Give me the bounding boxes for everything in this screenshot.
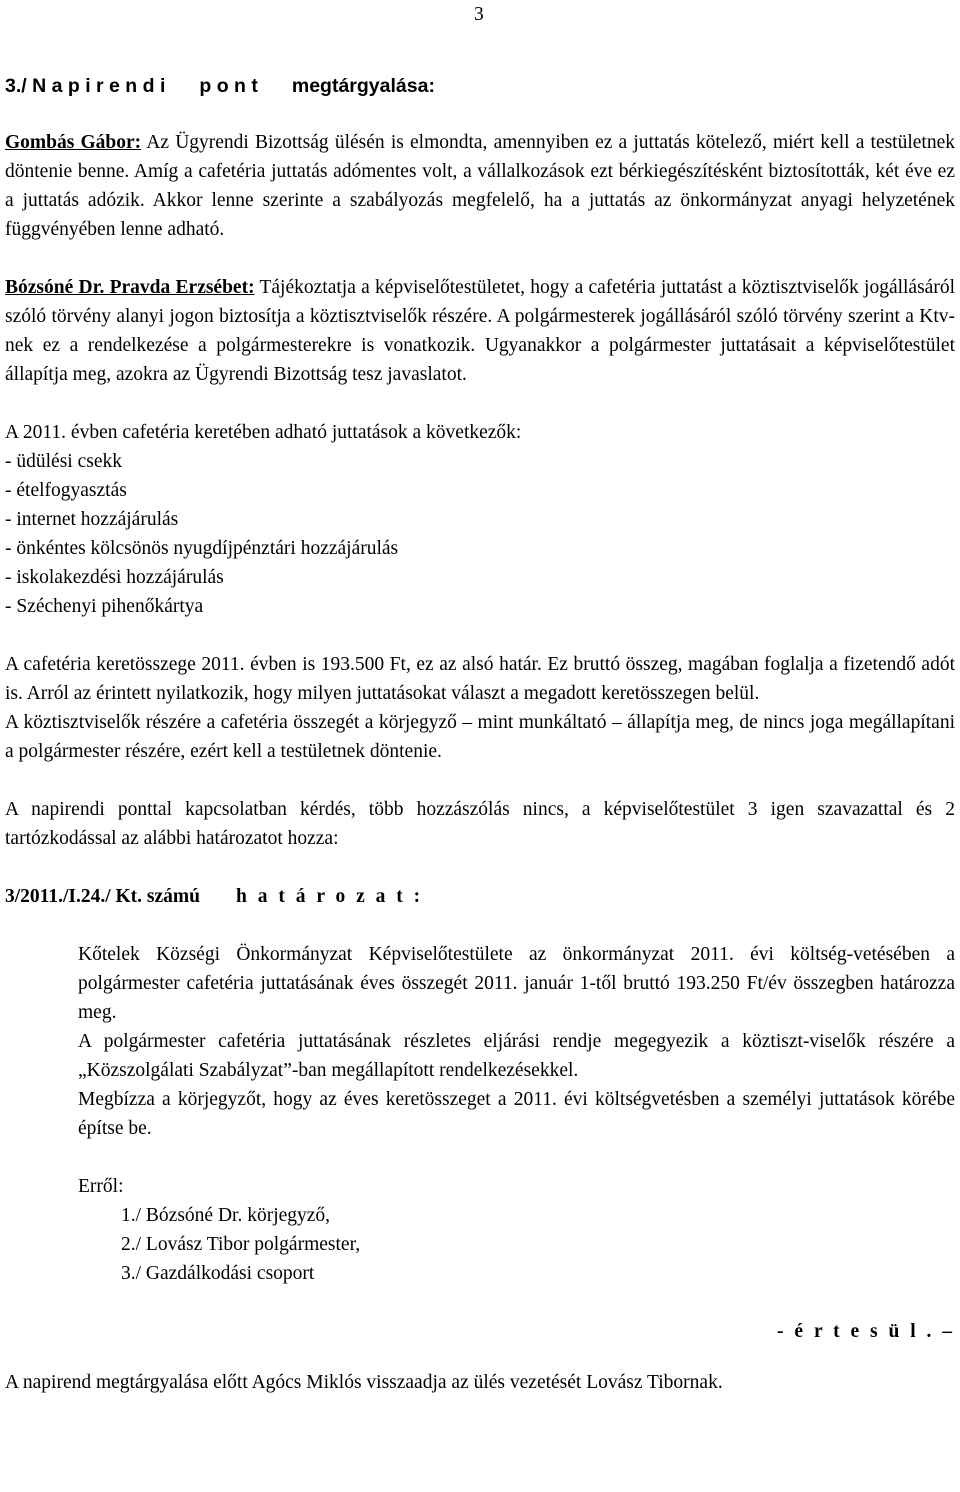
list-item: - ételfogyasztás xyxy=(5,480,127,501)
agenda-prefix: 3./ xyxy=(5,75,27,97)
resolution-text-3: Megbízza a körjegyzőt, hogy az éves keretösszeget a 2011. évi költségvetésben a személyi juttatások körébe építse be. xyxy=(78,1089,955,1139)
list-item: 1./ Bózsóné Dr. körjegyző, xyxy=(121,1205,331,1226)
benefit-list-intro: A 2011. évben cafetéria keretében adható juttatások a következők: xyxy=(5,422,522,443)
document-body xyxy=(5,72,955,1397)
speaker-gombas: Gombás Gábor: xyxy=(5,132,142,153)
agenda-word-pont: p o n t xyxy=(199,75,258,97)
paragraph-keretosszeg: A cafetéria keretösszege 2011. évben is 193.500 Ft, ez az alsó határ. Ez bruttó összeg, magában foglalja a fizetendő adót is. Arról az érintett nyilatkozik, hogy milyen juttatásokat választ a megadott keretösszegen belül. xyxy=(5,654,955,704)
agenda-heading xyxy=(5,72,955,101)
final-line: A napirend megtárgyalása előtt Agócs Miklós visszaadja az ülés vezetését Lovász Tibornak. xyxy=(5,1372,723,1393)
list-item: 3./ Gazdálkodási csoport xyxy=(121,1263,315,1284)
list-item: - iskolakezdési hozzájárulás xyxy=(5,567,224,588)
page-number: 3 xyxy=(474,4,484,25)
resolution-body xyxy=(5,940,955,1201)
paragraph-bozsone-text: Tájékoztatja a képviselőtestületet, hogy a cafetéria juttatást a köztisztviselők jogállásáról szóló törvény alanyi jogon biztosítja a köztisztviselők részére. A polgármesterek jogállásáról szóló törvény szerint a Ktv-nek ez a rendelkezése a polgármesterekre is vonatkozik. Ugyanakkor a polgármester juttatásait a képviselőtestület állapítja meg, azokra az Ügyrendi Bizottság tesz javaslatot. xyxy=(5,277,955,385)
list-item: 2./ Lovász Tibor polgármester, xyxy=(121,1234,361,1255)
ertesul-line: - é r t e s ü l . – xyxy=(777,1321,955,1342)
paragraph-gombas-text: Az Ügyrendi Bizottság ülésén is elmondta, amennyiben ez a juttatás kötelező, miért kell a testületnek döntenie benne. Amíg a cafetéria juttatás adómentes volt, a vállalkozások ezt bérkiegészítésként biztosították, két éve ez a juttatás adózik. Akkor lenne szerinte a szabályozás megfelelő, ha a juttatás az önkormányzat anyagi helyzetének függvényében lenne adható. xyxy=(5,132,955,240)
resolution-title xyxy=(5,882,955,911)
paragraph-koztisztviselok: A köztisztviselők részére a cafetéria összegét a körjegyző – mint munkáltató – állapítja meg, de nincs joga megállapítani a polgármester részére, ezért kell a testületnek döntenie. xyxy=(5,712,955,762)
benefit-list xyxy=(5,418,955,621)
list-item: - internet hozzájárulás xyxy=(5,509,179,530)
speaker-bozsone: Bózsóné Dr. Pravda Erzsébet: xyxy=(5,277,255,298)
agenda-word-napirendi: N a p i r e n d i xyxy=(32,75,166,97)
resolution-number: 3/2011./I.24./ Kt. számú xyxy=(5,886,201,907)
paragraph-gombas xyxy=(5,128,955,244)
resolution-text-1: Kőtelek Községi Önkormányzat Képviselőtestülete az önkormányzat 2011. évi költség-vetésében a polgármester cafetéria juttatásának éves összegét 2011. január 1-től bruttó 193.250 Ft/év összegben határozza meg. xyxy=(78,944,955,1023)
list-item: - Széchenyi pihenőkártya xyxy=(5,596,204,617)
list-item: - önkéntes kölcsönös nyugdíjpénztári hozzájárulás xyxy=(5,538,399,559)
list-item: - üdülési csekk xyxy=(5,451,122,472)
resolution-text-2: A polgármester cafetéria juttatásának részletes eljárási rendje megegyezik a köztiszt-viselők részére a „Közszolgálati Szabályzat”-ban megállapított rendelkezésekkel. xyxy=(78,1031,955,1081)
notify-list xyxy=(5,1201,955,1288)
resolution-label: h a t á r o z a t : xyxy=(236,886,424,907)
paragraph-szavazas: A napirendi ponttal kapcsolatban kérdés, több hozzászólás nincs, a képviselőtestület 3 igen szavazattal és 2 tartózkodással az alábbi határozatot hozza: xyxy=(5,799,955,849)
agenda-word-megtargyalasa: megtárgyalása: xyxy=(291,75,435,97)
notify-label: Erről: xyxy=(78,1176,124,1197)
paragraph-bozsone xyxy=(5,273,955,389)
